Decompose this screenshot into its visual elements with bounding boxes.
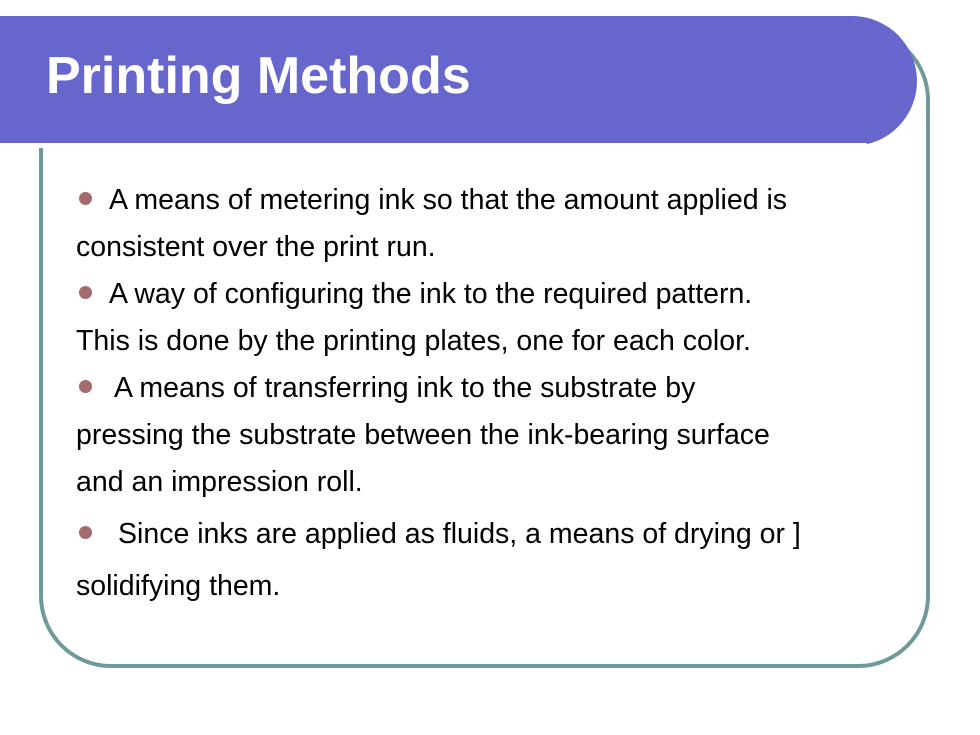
bullet-list [76, 177, 916, 615]
bullet-line: A means of metering ink so that the amount applied is [109, 184, 788, 216]
bullet-line: consistent over the print run. [76, 231, 436, 263]
slide-title: Printing Methods [46, 47, 471, 105]
bullet-dot-icon [79, 380, 92, 393]
bullet-item [76, 511, 916, 615]
bullet-item [76, 365, 916, 506]
title-underline [0, 143, 867, 148]
bullet-line: A way of configuring the ink to the required pattern. [109, 278, 753, 310]
bullet-line: This is done by the printing plates, one for each color. [76, 325, 751, 357]
bullet-dot-icon [79, 526, 92, 539]
bullet-line: solidifying them. [76, 570, 281, 602]
bullet-line: pressing the substrate between the ink-bearing surface [76, 419, 770, 451]
bullet-item [76, 271, 916, 365]
bullet-dot-icon [79, 192, 92, 205]
bullet-dot-icon [79, 286, 92, 299]
bullet-line: Since inks are applied as fluids, a means of drying or ] [118, 518, 801, 550]
bullet-line: A means of transferring ink to the substrate by [114, 372, 696, 404]
bullet-item [76, 177, 916, 271]
bullet-line: and an impression roll. [76, 466, 363, 498]
